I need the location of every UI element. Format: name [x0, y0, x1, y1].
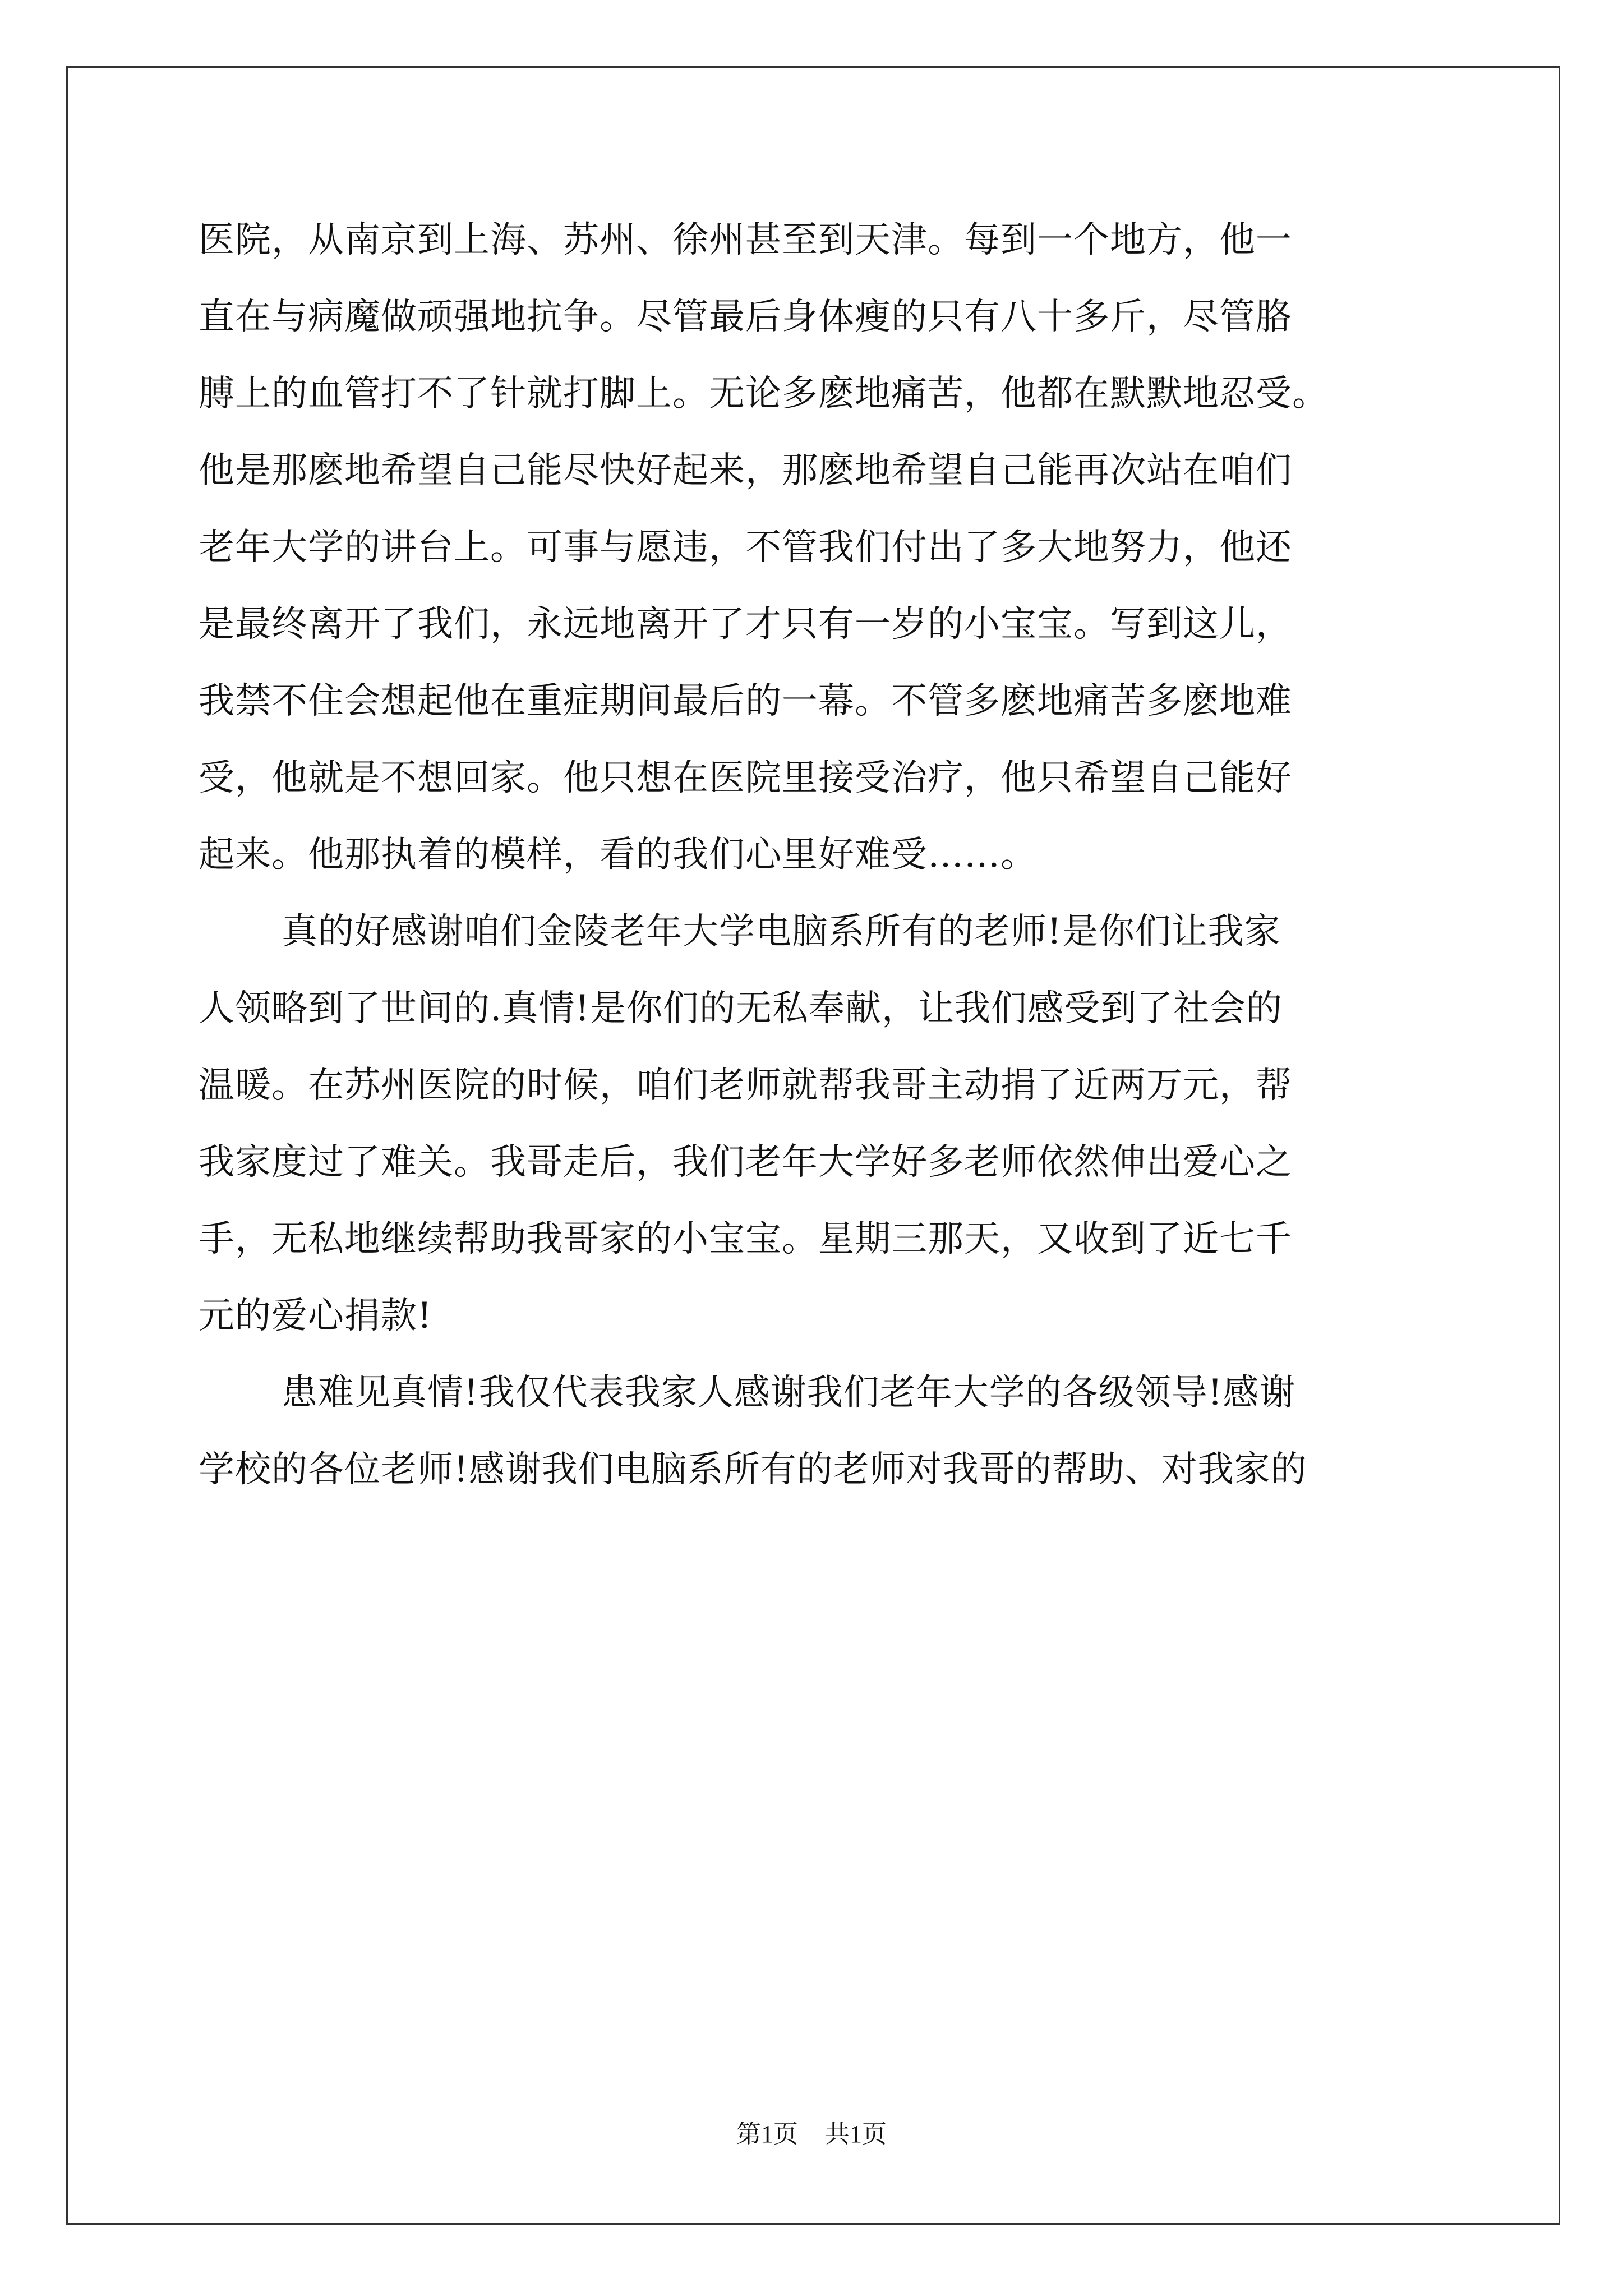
document-body [199, 202, 1444, 1508]
text-line: 受，他就是不想回家。他只想在医院里接受治疗，他只希望自己能好 [199, 757, 1292, 799]
text-line: 人领略到了世间的.真情!是你们的无私奉献，让我们感受到了社会的 [199, 988, 1283, 1029]
text-line: 手，无私地继续帮助我哥家的小宝宝。星期三那天，又收到了近七千 [199, 1218, 1292, 1260]
text-line: 是最终离开了我们，永远地离开了才只有一岁的小宝宝。写到这儿， [199, 604, 1292, 645]
text-line: 老年大学的讲台上。可事与愿违，不管我们付出了多大地努力，他还 [199, 527, 1292, 568]
page-footer [0, 2114, 1623, 2150]
text-line: 学校的各位老师!感谢我们电脑系所有的老师对我哥的帮助、对我家的 [199, 1449, 1307, 1490]
page-number: 第1页 [736, 2120, 798, 2148]
paragraph-first-line: 患难见真情!我仅代表我家人感谢我们老年大学的各级领导!感谢 [282, 1372, 1296, 1414]
text-line: 他是那麽地希望自己能尽快好起来，那麽地希望自己能再次站在咱们 [199, 450, 1292, 491]
text-line: 元的爱心捐款! [199, 1295, 432, 1337]
text-line: 温暖。在苏州医院的时候，咱们老师就帮我哥主动捐了近两万元，帮 [199, 1065, 1292, 1106]
text-line: 我家度过了难关。我哥走后，我们老年大学好多老师依然伸出爱心之 [199, 1142, 1292, 1183]
page-total: 共1页 [825, 2120, 887, 2148]
text-line: 直在与病魔做顽强地抗争。尽管最后身体瘦的只有八十多斤，尽管胳 [199, 296, 1292, 338]
text-line: 我禁不住会想起他在重症期间最后的一幕。不管多麽地痛苦多麽地难 [199, 680, 1292, 722]
text-line: 医院，从南京到上海、苏州、徐州甚至到天津。每到一个地方，他一 [199, 219, 1292, 261]
paragraph-first-line: 真的好感谢咱们金陵老年大学电脑系所有的老师!是你们让我家 [282, 911, 1281, 953]
text-line: 膊上的血管打不了针就打脚上。无论多麽地痛苦，他都在默默地忍受。 [199, 373, 1329, 415]
text-line: 起来。他那执着的模样，看的我们心里好难受……。 [199, 834, 1037, 876]
